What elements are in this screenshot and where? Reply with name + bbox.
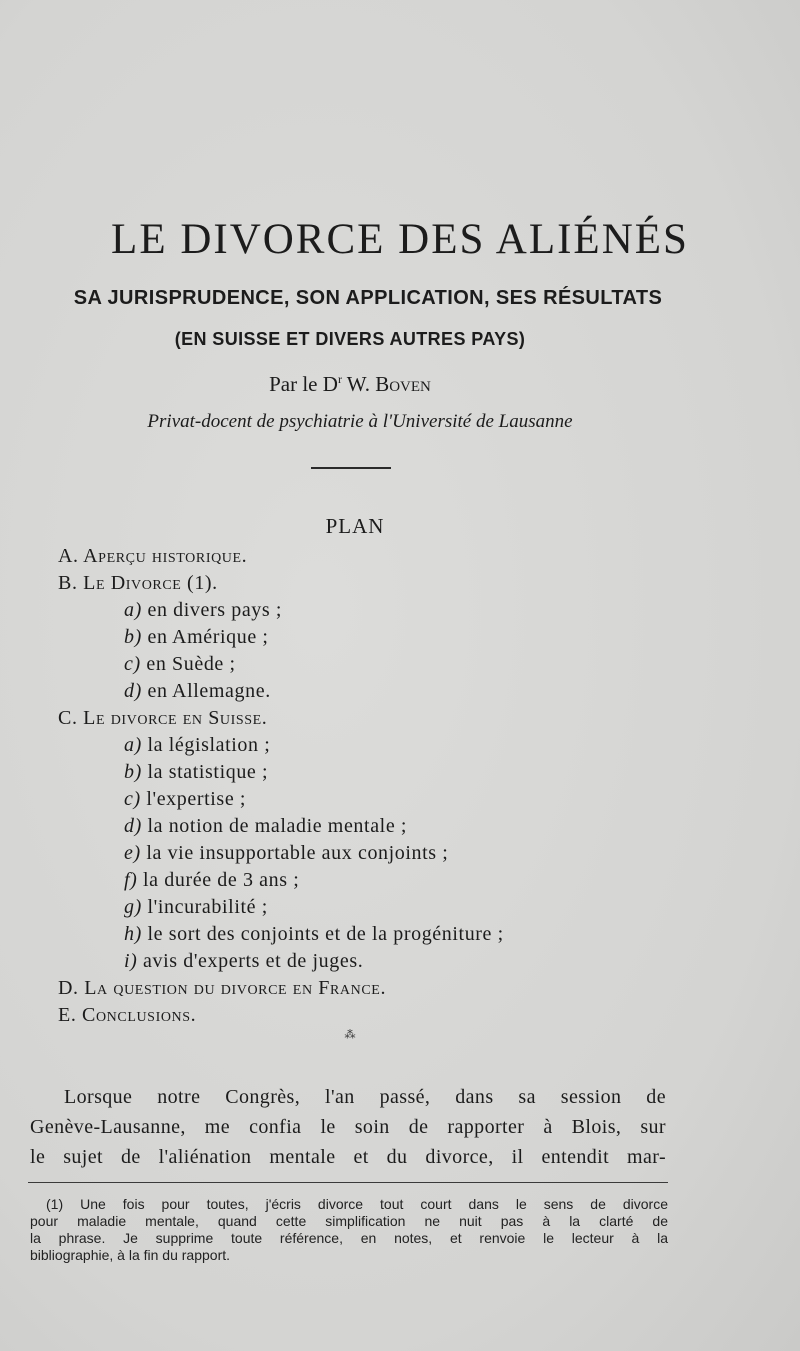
footnote-line: bibliographie, à la fin du rapport.: [30, 1247, 231, 1263]
plan-subitem-letter: c): [124, 788, 141, 810]
author-name: W. Boven: [341, 372, 431, 396]
body-paragraph: [30, 1082, 666, 1172]
plan-subitem: [58, 894, 504, 921]
plan-subitem-letter: h): [124, 923, 142, 945]
plan-subitem-text: la vie insupportable aux conjoints ;: [140, 842, 449, 864]
footnote-divider: [28, 1182, 668, 1183]
plan-subitem-text: la durée de 3 ans ;: [137, 869, 300, 891]
body-line: le sujet de l'aliénation mentale et du divorce, il entendit mar-: [30, 1146, 666, 1168]
plan-subitem-letter: g): [124, 896, 142, 918]
plan-subitem: [58, 813, 504, 840]
footnote: [30, 1196, 668, 1264]
plan-heading: PLAN: [325, 514, 385, 538]
plan-subitem: [58, 948, 504, 975]
author-line: [0, 372, 700, 397]
plan-subitem-letter: c): [124, 653, 141, 675]
plan-subitem-text: avis d'experts et de juges.: [137, 950, 364, 972]
plan-subitem: [58, 624, 504, 651]
plan-section: D. La question du divorce en France.: [58, 977, 387, 999]
plan-section: C. Le divorce en Suisse.: [58, 707, 268, 729]
plan-subitem-letter: d): [124, 680, 142, 702]
document-title: LE DIVORCE DES ALIÉNÉS: [111, 216, 689, 263]
footnote-line: pour maladie mentale, quand cette simplification ne nuit pas à la clarté de: [30, 1213, 668, 1229]
plan-subitem-letter: d): [124, 815, 142, 837]
plan-subitem-text: l'expertise ;: [140, 788, 247, 810]
plan-subitem: [58, 759, 504, 786]
plan-subitem-text: en divers pays ;: [141, 599, 283, 621]
plan-outline: [58, 543, 504, 1029]
plan-subitem: [58, 840, 504, 867]
author-prefix: Par le D: [269, 372, 338, 396]
document-subtitle: SA JURISPRUDENCE, SON APPLICATION, SES RÉSULTATS: [73, 287, 663, 309]
plan-subitem-text: le sort des conjoints et de la progéniture ;: [141, 923, 504, 945]
plan-subitem-letter: i): [124, 950, 138, 972]
plan-subitem-text: la statistique ;: [141, 761, 269, 783]
plan-subitem-letter: e): [124, 842, 141, 864]
plan-subitem-text: la notion de maladie mentale ;: [141, 815, 408, 837]
plan-subitem: [58, 597, 504, 624]
plan-subitem: [58, 786, 504, 813]
document-subtitle-scope: (EN SUISSE ET DIVERS AUTRES PAYS): [174, 329, 526, 349]
plan-subitem-letter: f): [124, 869, 138, 891]
plan-subitem-letter: b): [124, 626, 142, 648]
plan-subitem-text: l'incurabilité ;: [141, 896, 268, 918]
plan-subitem: [58, 678, 504, 705]
plan-subitem: [58, 867, 504, 894]
plan-subitem-text: en Amérique ;: [141, 626, 269, 648]
asterism-separator: ⁂: [344, 1029, 356, 1041]
title-divider: [311, 467, 391, 469]
plan-section: E. Conclusions.: [58, 1004, 197, 1026]
plan-subitem-letter: a): [124, 599, 142, 621]
author-affiliation: Privat-docent de psychiatrie à l'Université de Lausanne: [147, 411, 573, 432]
body-line: Genève-Lausanne, me confia le soin de rapporter à Blois, sur: [30, 1116, 666, 1138]
plan-section: A. Aperçu historique.: [58, 545, 248, 567]
plan-subitem-text: en Allemagne.: [141, 680, 271, 702]
plan-subitem: [58, 651, 504, 678]
author-title-sup: r: [337, 372, 342, 386]
plan-subitem: [58, 921, 504, 948]
plan-section: B. Le Divorce (1).: [58, 572, 218, 594]
plan-subitem-text: en Suède ;: [140, 653, 236, 675]
footnote-line: (1) Une fois pour toutes, j'écris divorce tout court dans le sens de divorce: [46, 1196, 668, 1212]
plan-subitem-text: la législation ;: [141, 734, 271, 756]
plan-subitem-letter: a): [124, 734, 142, 756]
body-line: Lorsque notre Congrès, l'an passé, dans sa session de: [64, 1086, 666, 1108]
footnote-line: la phrase. Je supprime toute référence, en notes, et renvoie le lecteur à la: [30, 1230, 668, 1246]
plan-subitem-letter: b): [124, 761, 142, 783]
plan-subitem: [58, 732, 504, 759]
